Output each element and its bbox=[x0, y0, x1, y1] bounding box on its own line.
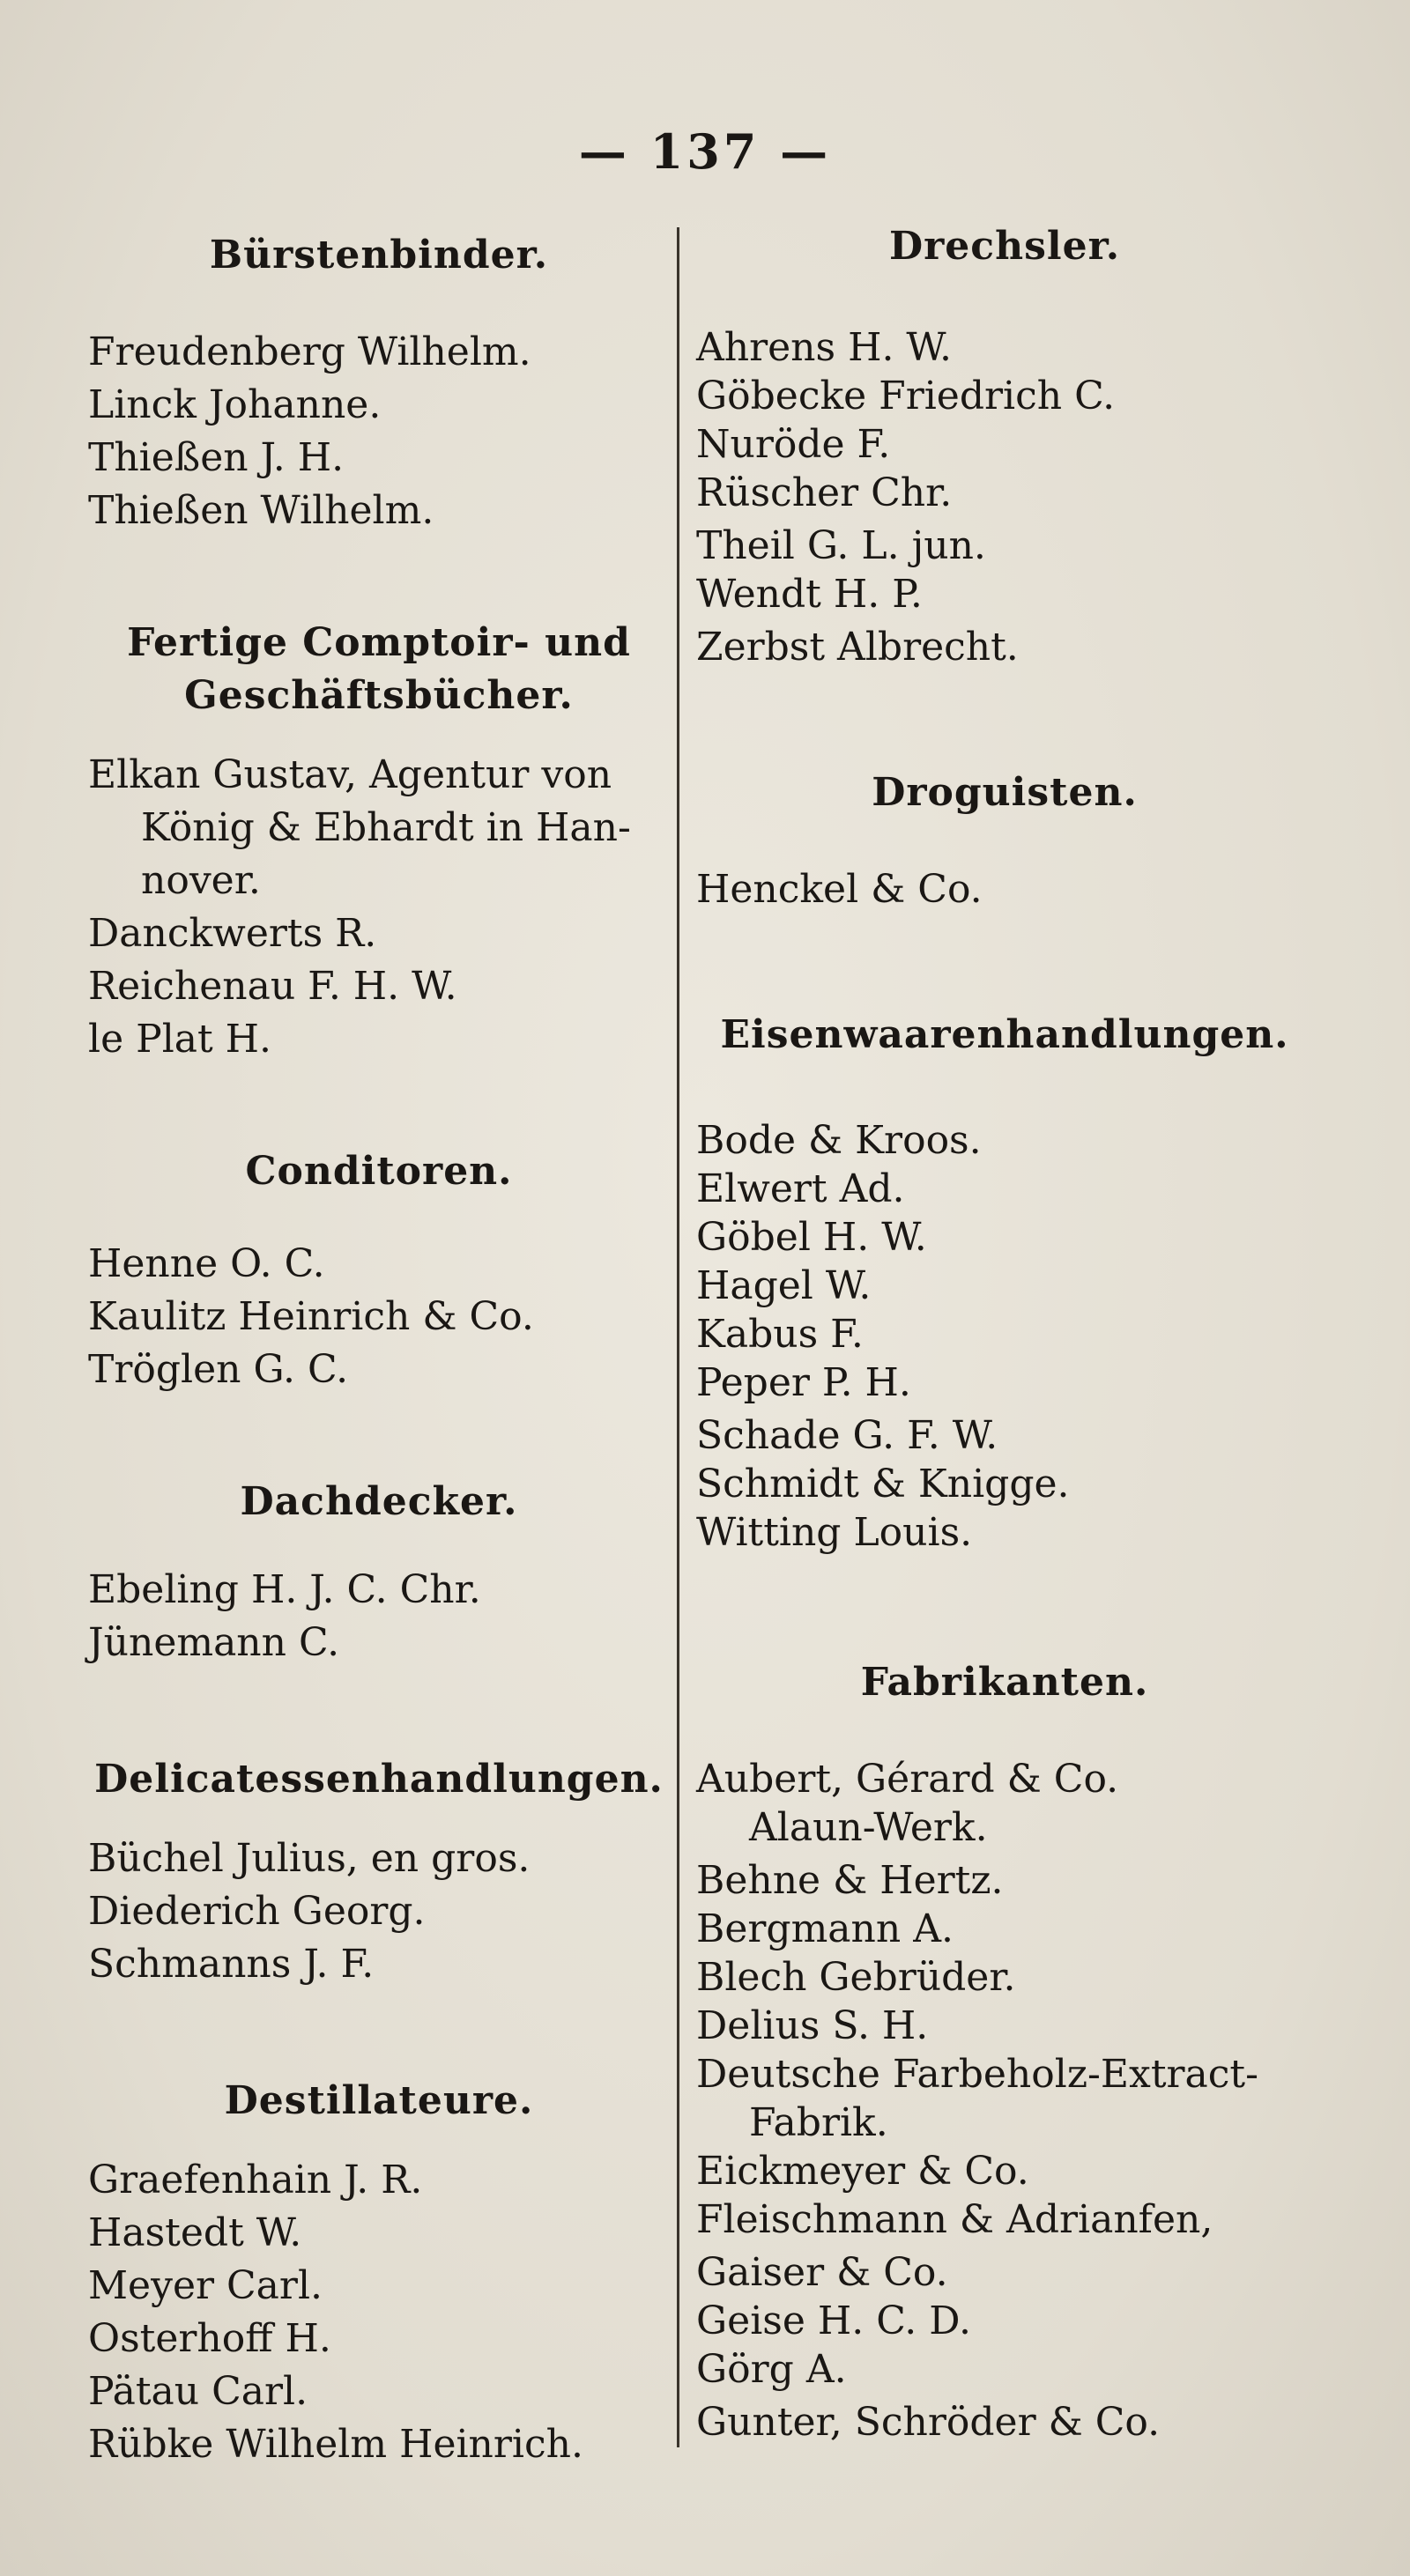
section-heading: Bürstenbinder. bbox=[209, 233, 549, 278]
list-item: Fabrik. bbox=[749, 2100, 888, 2145]
list-item: Rübke Wilhelm Heinrich. bbox=[88, 2422, 583, 2467]
list-item: Alaun-Werk. bbox=[749, 1805, 988, 1850]
list-item: Osterhoff H. bbox=[88, 2316, 331, 2361]
list-item: le Plat H. bbox=[88, 1017, 272, 1062]
section-heading: Fabrikanten. bbox=[860, 1660, 1149, 1705]
page-number: — 137 — bbox=[578, 123, 832, 180]
section-heading: Eisenwaarenhandlungen. bbox=[720, 1012, 1289, 1057]
list-item: Jünemann C. bbox=[88, 1620, 340, 1665]
list-item: Nuröde F. bbox=[696, 422, 891, 467]
section-heading: Dachdecker. bbox=[240, 1479, 518, 1524]
list-item: Bergmann A. bbox=[696, 1906, 954, 1951]
section-heading: Conditoren. bbox=[245, 1149, 513, 1194]
list-item: Aubert, Gérard & Co. bbox=[696, 1757, 1119, 1802]
list-item: Meyer Carl. bbox=[88, 2263, 323, 2308]
list-item: Bode & Kroos. bbox=[696, 1118, 982, 1163]
list-item: Göbecke Friedrich C. bbox=[696, 374, 1116, 418]
list-item: Fleischmann & Adrianfen, bbox=[696, 2197, 1213, 2242]
list-item: Schade G. F. W. bbox=[696, 1413, 998, 1458]
list-item: Danckwerts R. bbox=[88, 911, 377, 956]
section-heading: Drechsler. bbox=[888, 224, 1121, 269]
section-heading: Fertige Comptoir- und Geschäftsbücher. bbox=[127, 620, 631, 718]
list-item: Göbel H. W. bbox=[696, 1215, 927, 1260]
list-item: Gunter, Schröder & Co. bbox=[696, 2400, 1161, 2445]
list-item: Thießen J. H. bbox=[88, 435, 345, 480]
list-item: Kaulitz Heinrich & Co. bbox=[88, 1294, 534, 1339]
list-item: Elwert Ad. bbox=[696, 1166, 905, 1211]
list-item: Hagel W. bbox=[696, 1263, 872, 1308]
list-item: Eickmeyer & Co. bbox=[696, 2149, 1029, 2194]
list-item: Pätau Carl. bbox=[88, 2369, 308, 2414]
list-item: Kabus F. bbox=[696, 1312, 864, 1357]
section-heading: Delicatessenhandlungen. bbox=[94, 1757, 664, 1802]
list-item: Ahrens H. W. bbox=[696, 325, 952, 370]
list-item: Rüscher Chr. bbox=[696, 470, 953, 515]
list-item: Tröglen G. C. bbox=[88, 1347, 349, 1392]
list-item: Görg A. bbox=[696, 2347, 847, 2392]
list-item: Blech Gebrüder. bbox=[696, 1955, 1016, 2000]
list-item: nover. bbox=[141, 858, 261, 903]
list-item: Schmidt & Knigge. bbox=[696, 1462, 1070, 1506]
list-item: Elkan Gustav, Agentur von bbox=[88, 752, 612, 797]
list-item: Büchel Julius, en gros. bbox=[88, 1836, 531, 1881]
list-item: Ebeling H. J. C. Chr. bbox=[88, 1567, 481, 1612]
list-item: Freudenberg Wilhelm. bbox=[88, 329, 531, 374]
list-item: Reichenau F. H. W. bbox=[88, 964, 457, 1009]
list-item: Theil G. L. jun. bbox=[696, 523, 986, 568]
list-item: Schmanns J. F. bbox=[88, 1942, 375, 1987]
list-item: Delius S. H. bbox=[696, 2003, 929, 2048]
list-item: König & Ebhardt in Han- bbox=[141, 805, 631, 850]
list-item: Hastedt W. bbox=[88, 2210, 302, 2255]
list-item: Diederich Georg. bbox=[88, 1889, 426, 1934]
column-divider bbox=[677, 227, 679, 2447]
list-item: Wendt H. P. bbox=[696, 572, 923, 617]
list-item: Linck Johanne. bbox=[88, 382, 382, 427]
list-item: Zerbst Albrecht. bbox=[696, 625, 1019, 670]
list-item: Gaiser & Co. bbox=[696, 2250, 948, 2295]
list-item: Witting Louis. bbox=[696, 1510, 973, 1555]
section-heading: Destillateure. bbox=[224, 2078, 534, 2123]
list-item: Behne & Hertz. bbox=[696, 1858, 1004, 1903]
list-item: Deutsche Farbeholz-Extract- bbox=[696, 2052, 1258, 2097]
list-item: Graefenhain J. R. bbox=[88, 2158, 423, 2202]
list-item: Geise H. C. D. bbox=[696, 2298, 971, 2343]
list-item: Henne O. C. bbox=[88, 1241, 325, 1286]
list-item: Henckel & Co. bbox=[696, 867, 983, 912]
list-item: Thießen Wilhelm. bbox=[88, 488, 434, 533]
section-heading: Droguisten. bbox=[872, 770, 1138, 815]
list-item: Peper P. H. bbox=[696, 1360, 911, 1405]
